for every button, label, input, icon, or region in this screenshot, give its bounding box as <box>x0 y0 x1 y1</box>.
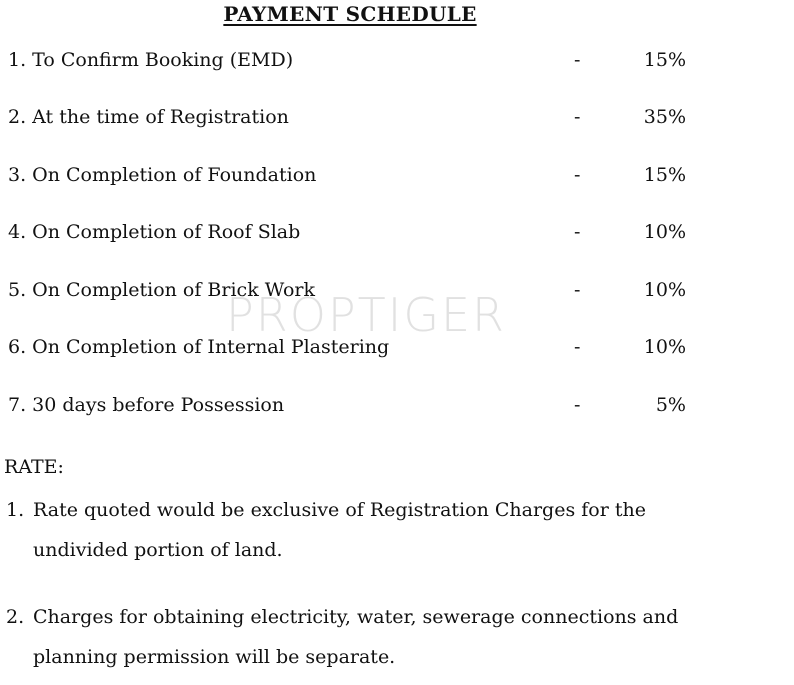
schedule-dash: - <box>574 279 581 301</box>
schedule-percent: 35% <box>643 106 686 128</box>
schedule-row <box>8 390 698 420</box>
schedule-row <box>8 217 698 247</box>
note-number: 2. <box>6 606 25 628</box>
schedule-dash: - <box>574 221 581 243</box>
schedule-dash: - <box>574 394 581 416</box>
schedule-row <box>8 45 698 75</box>
schedule-dash: - <box>574 106 581 128</box>
note-line-2: undivided portion of land. <box>33 539 283 561</box>
schedule-label: 3. On Completion of Foundation <box>8 164 317 186</box>
schedule-label: 4. On Completion of Roof Slab <box>8 221 301 243</box>
schedule-row <box>8 275 698 305</box>
schedule-label: 1. To Confirm Booking (EMD) <box>8 49 294 71</box>
schedule-dash: - <box>574 336 581 358</box>
schedule-row <box>8 332 698 362</box>
schedule-percent: 15% <box>643 164 686 186</box>
schedule-row <box>8 102 698 132</box>
schedule-percent: 15% <box>643 49 686 71</box>
watermark: PROPTIGER <box>226 288 506 342</box>
schedule-label: 7. 30 days before Possession <box>8 394 285 416</box>
note-line-1: Charges for obtaining electricity, water, sewerage connections and <box>33 606 679 628</box>
schedule-row <box>8 160 698 190</box>
rate-heading: RATE: <box>4 456 64 478</box>
schedule-percent: 10% <box>643 336 686 358</box>
note-number: 1. <box>6 499 25 521</box>
schedule-label: 5. On Completion of Brick Work <box>8 279 316 301</box>
schedule-label: 2. At the time of Registration <box>8 106 289 128</box>
schedule-dash: - <box>574 49 581 71</box>
schedule-percent: 10% <box>643 221 686 243</box>
page-title: PAYMENT SCHEDULE <box>223 2 477 26</box>
note-line-2: planning permission will be separate. <box>33 646 396 668</box>
schedule-percent: 10% <box>643 279 686 301</box>
schedule-dash: - <box>574 164 581 186</box>
note-line-1: Rate quoted would be exclusive of Registration Charges for the <box>33 499 646 521</box>
schedule-percent: 5% <box>655 394 686 416</box>
schedule-label: 6. On Completion of Internal Plastering <box>8 336 390 358</box>
